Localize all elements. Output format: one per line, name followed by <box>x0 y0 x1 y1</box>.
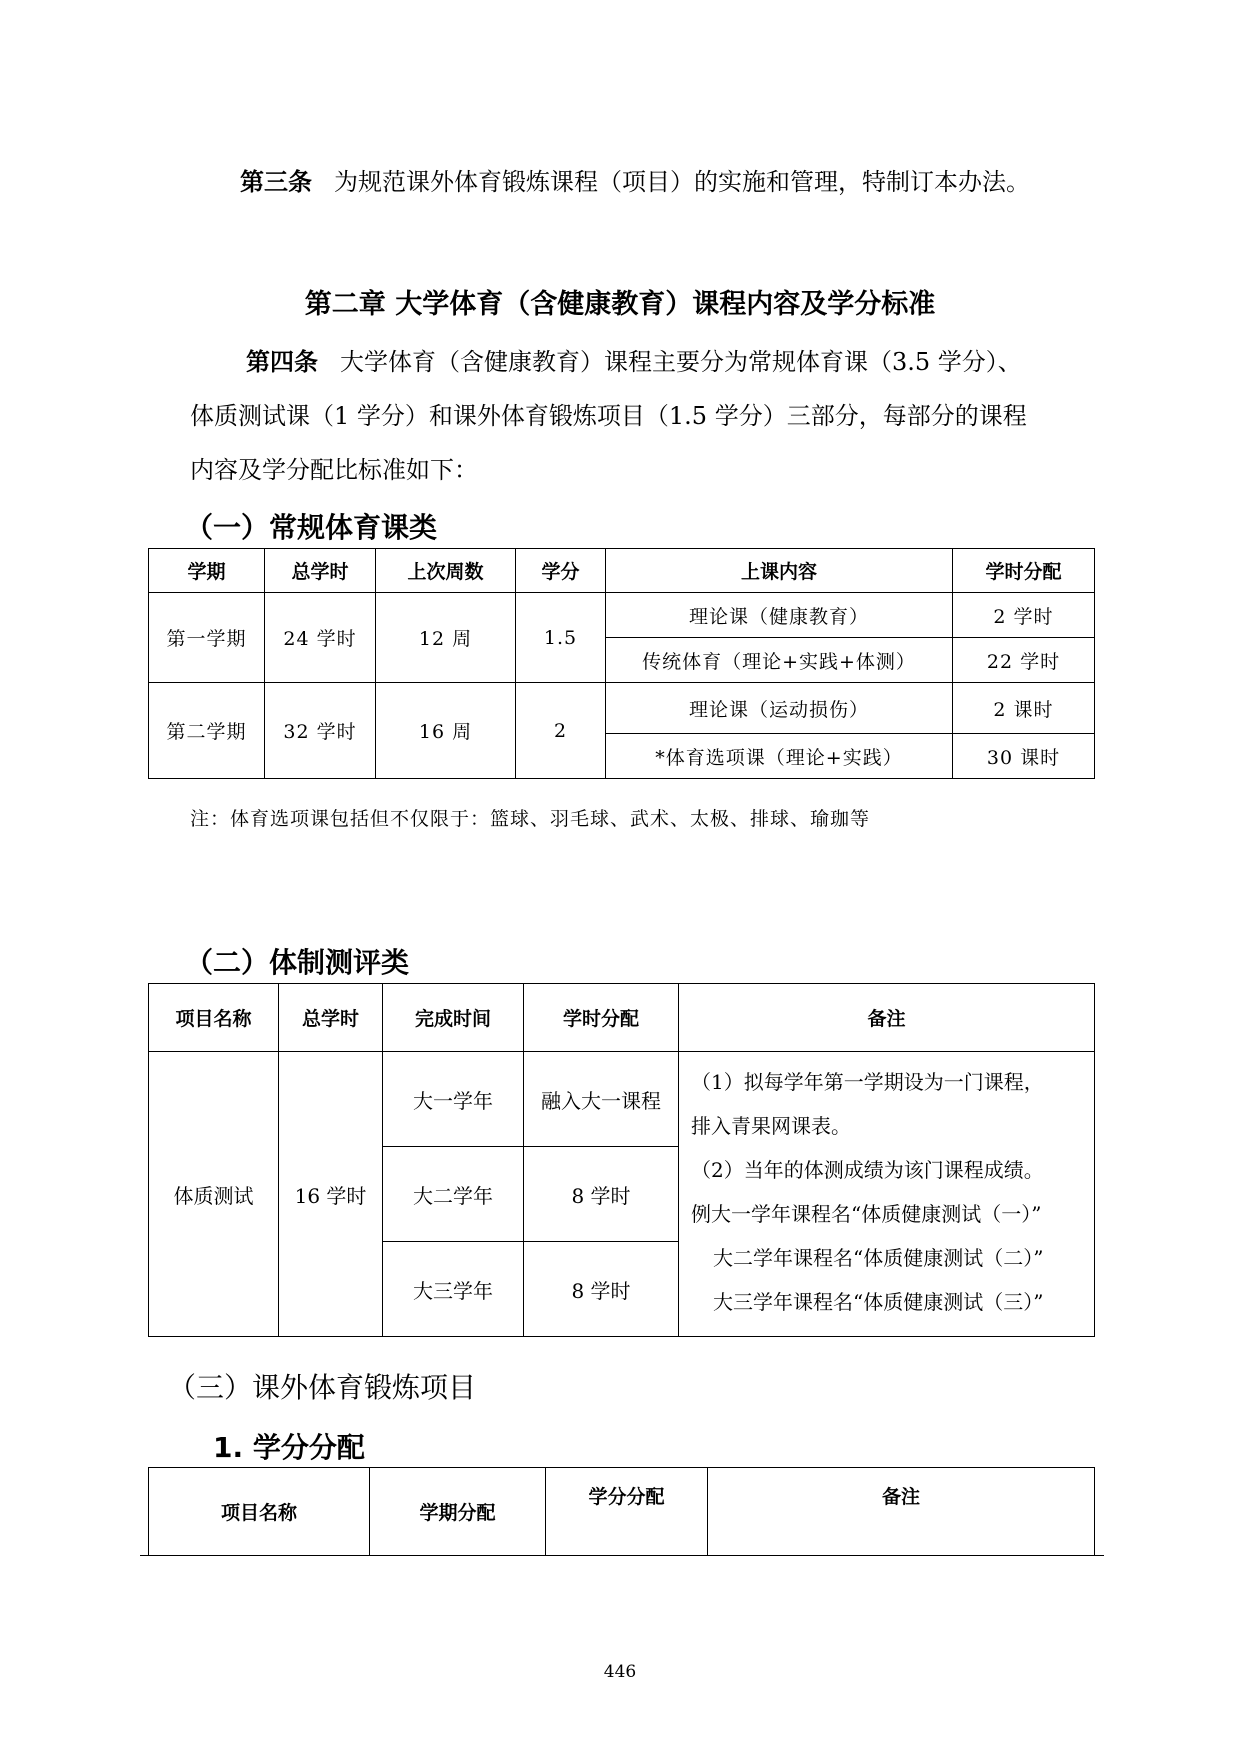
cell-alloc: 2 学时 <box>953 593 1095 638</box>
cell-alloc: 8 学时 <box>524 1147 679 1242</box>
cell-credit: 2 <box>516 683 606 779</box>
header-remarks: 备注 <box>708 1468 1095 1556</box>
header-credit-allocation: 学分分配 <box>546 1468 708 1556</box>
header-content: 上课内容 <box>606 549 953 593</box>
header-weeks: 上次周数 <box>376 549 516 593</box>
cell-alloc: 8 学时 <box>524 1242 679 1337</box>
table-row <box>149 683 1095 734</box>
header-term: 学期 <box>149 549 265 593</box>
cell-content: 理论课（健康教育） <box>606 593 953 638</box>
cell-content: 传统体育（理论+实践+体测） <box>606 638 953 683</box>
cell-content: 理论课（运动损伤） <box>606 683 953 734</box>
remark-line: 例大一学年课程名“体质健康测试（一）” <box>691 1202 1042 1226</box>
regular-pe-table <box>148 548 1095 779</box>
remark-line: 排入青果网课表。 <box>691 1114 851 1138</box>
header-remarks: 备注 <box>679 984 1095 1052</box>
remark-line: 大二学年课程名“体质健康测试（二）” <box>713 1246 1044 1270</box>
cell-alloc: 30 课时 <box>953 734 1095 779</box>
article-4-line1 <box>246 335 1146 389</box>
article-3 <box>240 155 1140 209</box>
cell-credit: 1.5 <box>516 593 606 683</box>
cell-alloc: 2 课时 <box>953 683 1095 734</box>
header-allocation: 学时分配 <box>953 549 1095 593</box>
header-term-allocation: 学期分配 <box>370 1468 546 1556</box>
remark-line: （1）拟每学年第一学期设为一门课程， <box>691 1070 1044 1094</box>
table-header-row <box>149 1468 1095 1556</box>
remark-line: （2）当年的体测成绩为该门课程成绩。 <box>691 1158 1044 1182</box>
header-credit: 学分 <box>516 549 606 593</box>
cell-remarks <box>679 1052 1095 1337</box>
section-3-title: （三）课外体育锻炼项目 <box>168 1371 477 1404</box>
extracurricular-credit-table <box>148 1467 1095 1556</box>
section-2-title: （二）体制测评类 <box>185 946 410 979</box>
table-row <box>149 593 1095 638</box>
article-4-label: 第四条 <box>246 348 318 376</box>
fitness-test-table <box>148 983 1095 1337</box>
cell-hours: 24 学时 <box>265 593 376 683</box>
cell-weeks: 12 周 <box>376 593 516 683</box>
header-total-hours: 总学时 <box>279 984 383 1052</box>
header-allocation: 学时分配 <box>524 984 679 1052</box>
cell-time: 大二学年 <box>383 1147 524 1242</box>
header-total-hours: 总学时 <box>265 549 376 593</box>
cell-time: 大一学年 <box>383 1052 524 1147</box>
cell-term: 第二学期 <box>149 683 265 779</box>
table-bottom-rule <box>140 1555 1104 1556</box>
cell-term: 第一学期 <box>149 593 265 683</box>
article-4-line3: 内容及学分配比标准如下： <box>190 456 478 484</box>
cell-total-hours: 16 学时 <box>279 1052 383 1337</box>
cell-content: *体育选项课（理论+实践） <box>606 734 953 779</box>
article-3-text: 为规范课外体育锻炼课程（项目）的实施和管理，特制订本办法。 <box>334 168 1030 196</box>
table-header-row <box>149 549 1095 593</box>
cell-time: 大三学年 <box>383 1242 524 1337</box>
chapter-title: 第二章 大学体育（含健康教育）课程内容及学分标准 <box>304 289 936 320</box>
table-row <box>149 1052 1095 1147</box>
table-header-row <box>149 984 1095 1052</box>
remark-line: 大三学年课程名“体质健康测试（三）” <box>713 1290 1044 1314</box>
cell-alloc: 22 学时 <box>953 638 1095 683</box>
header-item-name: 项目名称 <box>149 984 279 1052</box>
section-1-title: （一）常规体育课类 <box>185 511 438 544</box>
cell-weeks: 16 周 <box>376 683 516 779</box>
page-number: 446 <box>603 1662 637 1682</box>
cell-item-name: 体质测试 <box>149 1052 279 1337</box>
section-1-note: 注：体育选项课包括但不仅限于：篮球、羽毛球、武术、太极、排球、瑜珈等 <box>190 808 871 830</box>
section-3-subtitle: 1. 学分分配 <box>213 1431 365 1464</box>
header-item-name: 项目名称 <box>149 1468 370 1556</box>
cell-hours: 32 学时 <box>265 683 376 779</box>
article-3-label: 第三条 <box>240 168 312 196</box>
header-completion-time: 完成时间 <box>383 984 524 1052</box>
article-4-text-1: 大学体育（含健康教育）课程主要分为常规体育课（3.5 学分）、 <box>340 348 1022 376</box>
cell-alloc: 融入大一课程 <box>524 1052 679 1147</box>
article-4-line2: 体质测试课（1 学分）和课外体育锻炼项目（1.5 学分）三部分，每部分的课程 <box>190 402 1027 430</box>
